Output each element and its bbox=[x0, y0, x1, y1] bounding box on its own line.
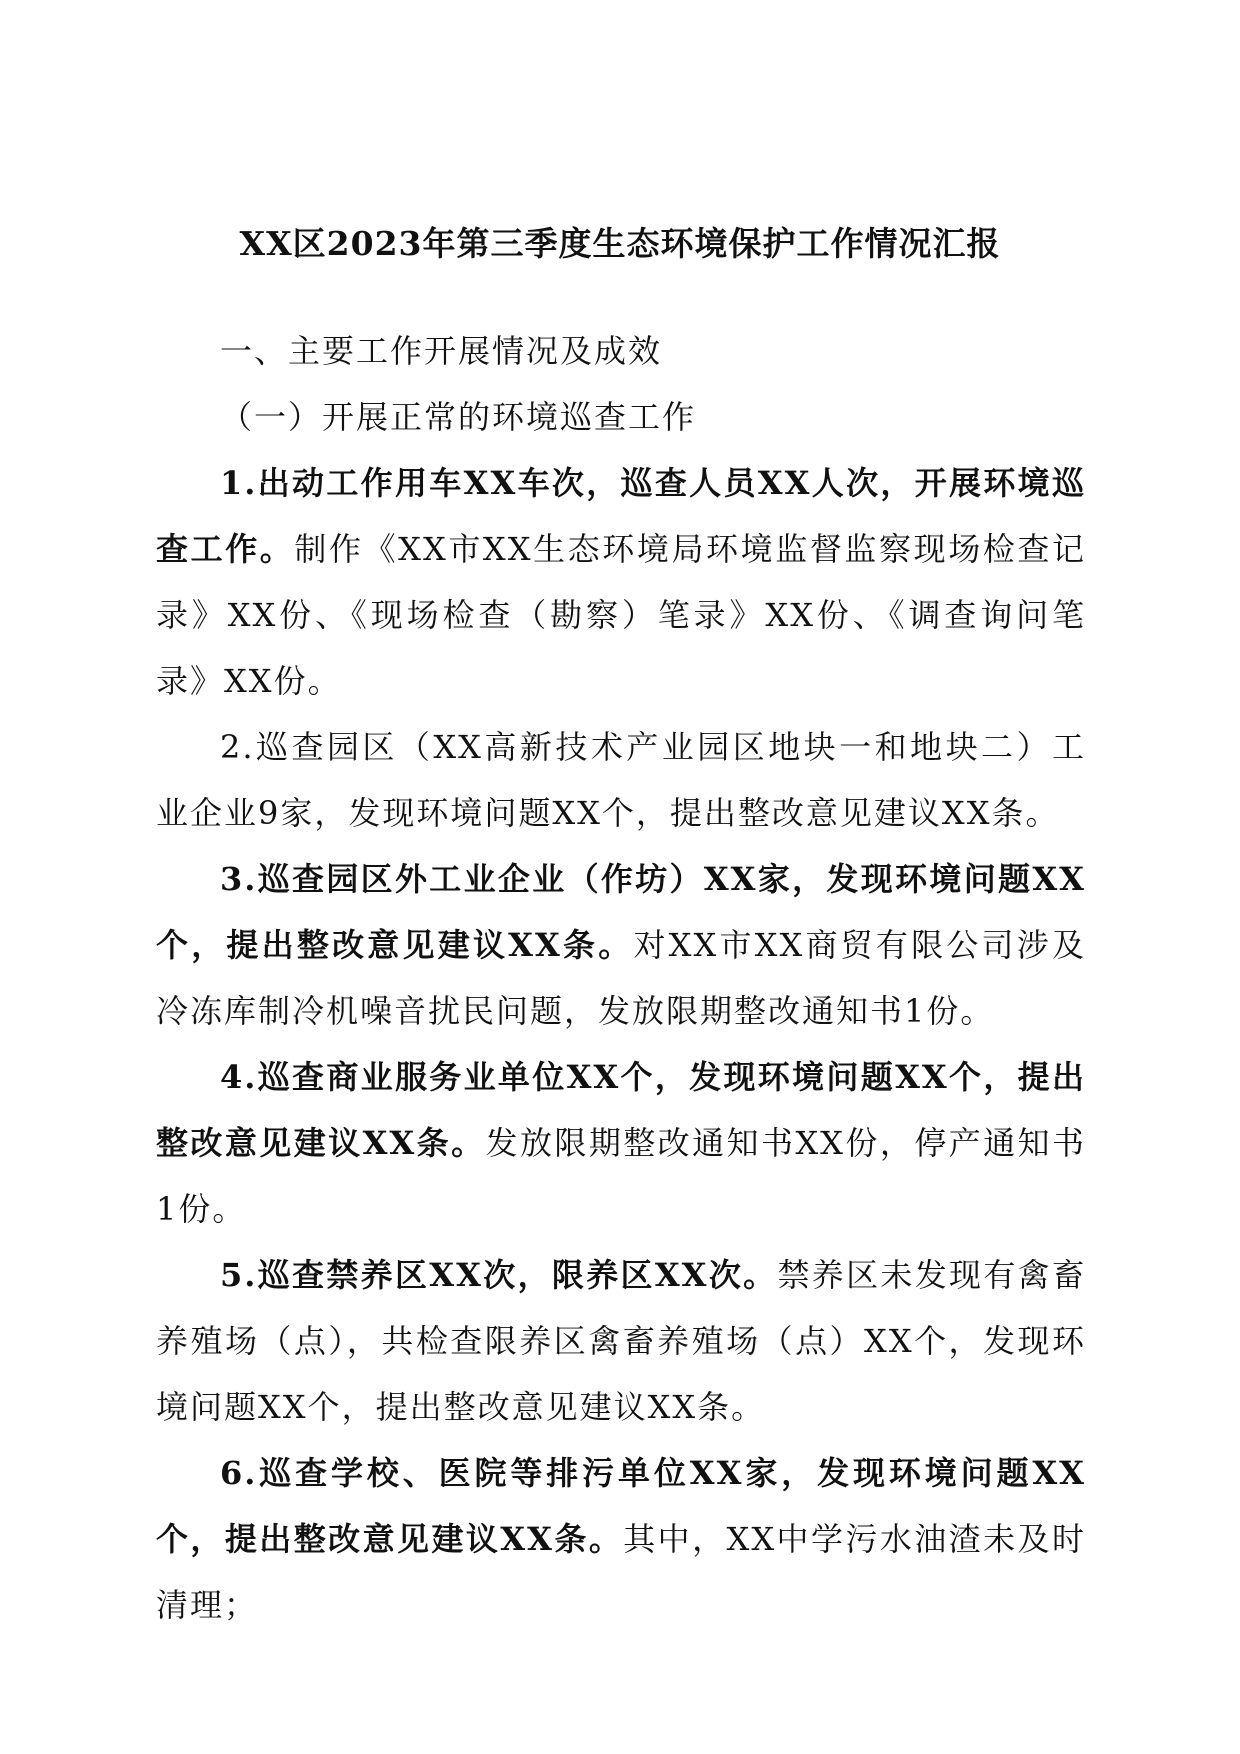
paragraph-item-6 bbox=[156, 1440, 1086, 1638]
paragraph-item-1 bbox=[156, 450, 1086, 714]
item-3-body: 对XX市XX商贸有限公司涉及冷冻库制冷机噪音扰民问题，发放限期整改通知书1份。 bbox=[156, 926, 1086, 1030]
item-1-body: 制作《XX市XX生态环境局环境监督监察现场检查记录》XX份、《现场检查（勘察）笔录》XX份、《调查询问笔录》XX份。 bbox=[156, 530, 1086, 700]
document-title: XX区2023年第三季度生态环境保护工作情况汇报 bbox=[239, 224, 1001, 263]
item-4-lead: 4.巡查商业服务业单位XX个，发现环境问题XX个，提出整改意见建议XX条。 bbox=[156, 1058, 1086, 1162]
section-heading-1: 一、主要工作开展情况及成效 bbox=[220, 332, 663, 370]
paragraph-item-5 bbox=[156, 1242, 1086, 1440]
document-body bbox=[156, 318, 1086, 1638]
item-1-lead: 1.出动工作用车XX车次，巡查人员XX人次，开展环境巡查工作。 bbox=[156, 464, 1086, 568]
paragraph-item-4 bbox=[156, 1044, 1086, 1242]
item-3-lead: 3.巡查园区外工业企业（作坊）XX家，发现环境问题XX个，提出整改意见建议XX条。 bbox=[156, 860, 1086, 964]
subsection-heading: （一）开展正常的环境巡查工作 bbox=[220, 398, 697, 436]
item-5-body: 禁养区未发现有禽畜养殖场（点），共检查限养区禽畜养殖场（点）XX个，发现环境问题XX个，提出整改意见建议XX条。 bbox=[156, 1256, 1086, 1426]
item-2-body: 2.巡查园区（XX高新技术产业园区地块一和地块二）工业企业9家，发现环境问题XX个，提出整改意见建议XX条。 bbox=[156, 728, 1086, 832]
item-4-body: 发放限期整改通知书XX份，停产通知书1份。 bbox=[156, 1124, 1086, 1228]
paragraph-item-3 bbox=[156, 846, 1086, 1044]
item-5-lead: 5.巡查禁养区XX次，限养区XX次。 bbox=[220, 1256, 778, 1294]
item-6-lead: 6.巡查学校、医院等排污单位XX家，发现环境问题XX个，提出整改意见建议XX条。 bbox=[156, 1454, 1086, 1558]
item-6-body: 其中，XX中学污水油渣未及时清理； bbox=[156, 1520, 1086, 1624]
paragraph-item-2 bbox=[156, 714, 1086, 846]
